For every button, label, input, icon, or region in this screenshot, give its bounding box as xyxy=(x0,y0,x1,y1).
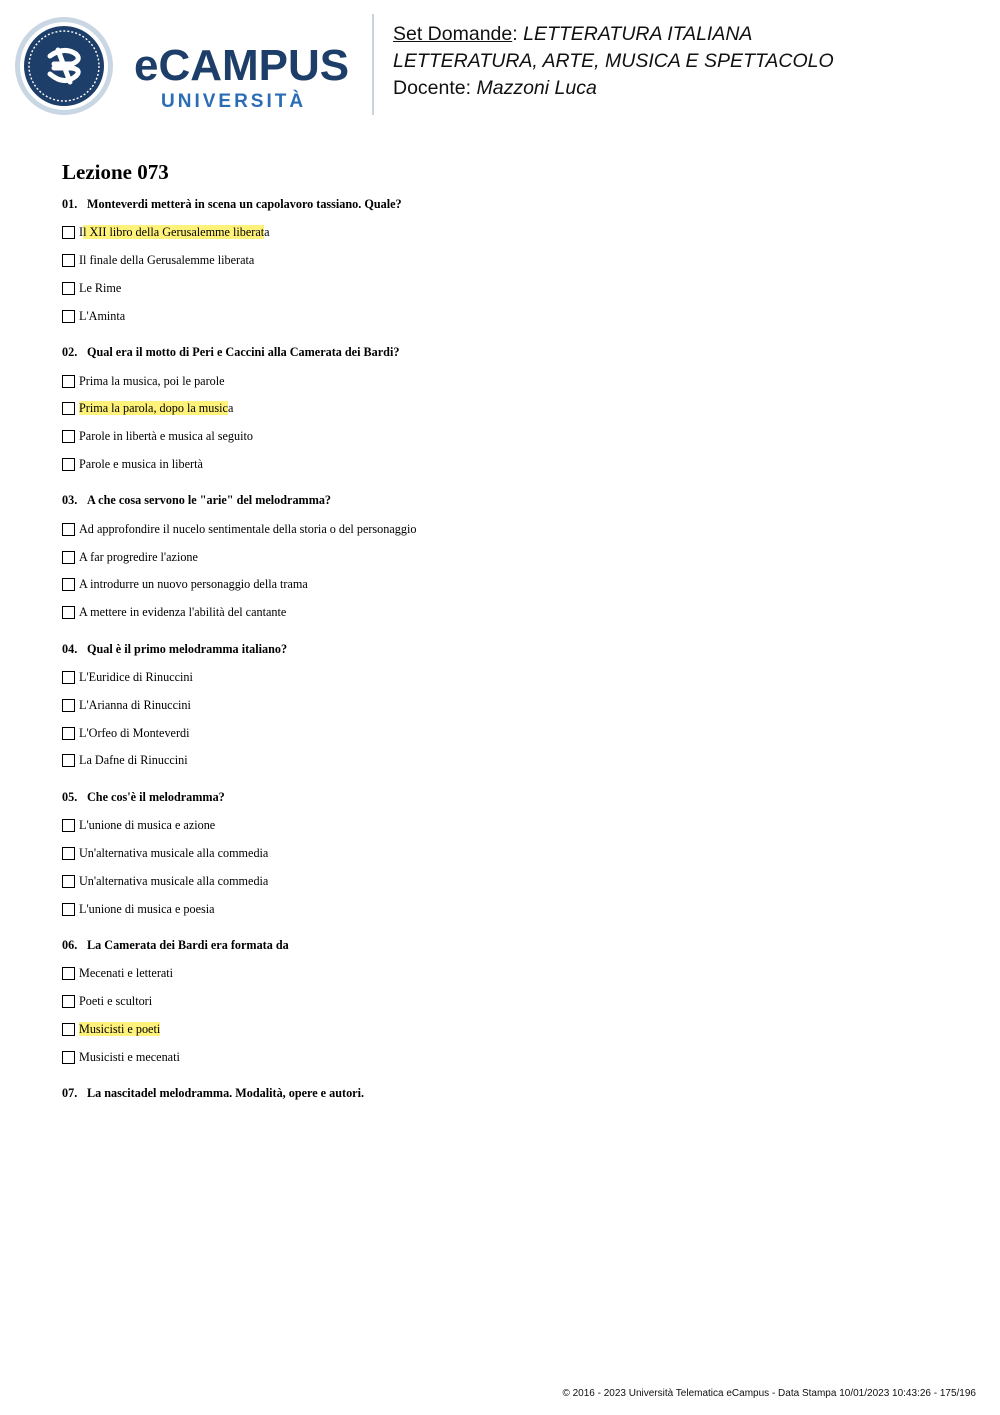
answer-option[interactable] xyxy=(62,664,942,692)
answer-checkbox[interactable] xyxy=(62,903,75,916)
answer-label xyxy=(79,401,233,416)
ecampus-logo xyxy=(14,16,359,116)
answer-text-pre: Prima la musica, poi le parole xyxy=(79,373,225,388)
answer-text-pre: La Dafne di Rinuccini xyxy=(79,753,188,768)
set-label: Set Domande xyxy=(393,23,513,45)
answer-option[interactable] xyxy=(62,812,942,840)
question-text: Qual è il primo melodramma italiano? xyxy=(87,641,288,656)
answer-text-pre: Poeti e scultori xyxy=(79,994,153,1009)
answer-text-pre: L'Euridice di Rinuccini xyxy=(79,669,193,684)
answer-option[interactable] xyxy=(62,867,942,895)
subject-line2-row xyxy=(393,48,834,75)
answer-option[interactable] xyxy=(62,247,942,275)
answer-label xyxy=(79,670,193,685)
question-text: Monteverdi metterà in scena un capolavoro tassiano. Quale? xyxy=(87,197,402,211)
question-text: A che cosa servono le "arie" del melodramma? xyxy=(87,493,332,508)
answer-checkbox[interactable] xyxy=(62,847,75,860)
logo-text-sub: UNIVERSITÀ xyxy=(161,91,307,112)
answer-option[interactable] xyxy=(62,395,942,423)
question-text: La Camerata dei Bardi era formata da xyxy=(87,937,289,952)
page-footer: © 2016 - 2023 Università Telematica eCampus - Data Stampa 10/01/2023 10:43:26 - 175/196 xyxy=(562,1388,976,1399)
answer-label xyxy=(79,698,191,713)
answer-text-pre: Parole in libertà e musica al seguito xyxy=(79,429,253,444)
question-title xyxy=(62,490,942,511)
question-number: 07. xyxy=(62,1086,78,1101)
answer-option[interactable] xyxy=(62,275,942,303)
answer-label xyxy=(79,550,198,565)
answer-checkbox[interactable] xyxy=(62,699,75,712)
question-title xyxy=(62,194,942,215)
answer-label xyxy=(79,874,268,889)
answer-label xyxy=(79,605,286,620)
question-list xyxy=(62,194,942,1104)
question-number: 06. xyxy=(62,937,78,952)
answer-text-pre: L'Arianna di Rinuccini xyxy=(79,697,191,712)
answer-text-pre: A mettere in evidenza l'abilità del cantante xyxy=(79,605,287,620)
answer-option[interactable] xyxy=(62,747,942,775)
answer-highlight: Musicisti e poeti xyxy=(79,1021,161,1036)
answer-checkbox[interactable] xyxy=(62,430,75,443)
answer-option[interactable] xyxy=(62,423,942,451)
answer-option[interactable] xyxy=(62,515,942,543)
answer-text-pre: Musicisti e mecenati xyxy=(79,1049,180,1064)
question-number: 05. xyxy=(62,789,78,804)
answer-option[interactable] xyxy=(62,571,942,599)
answer-option[interactable] xyxy=(62,988,942,1016)
answer-option[interactable] xyxy=(62,1043,942,1071)
header-info xyxy=(393,21,834,102)
answer-checkbox[interactable] xyxy=(62,1051,75,1064)
set-line: Set Domande: LETTERATURA ITALIANA xyxy=(393,23,753,45)
question-title xyxy=(62,787,942,808)
question-item xyxy=(62,194,942,330)
answer-option[interactable] xyxy=(62,219,942,247)
teacher-name: Mazzoni Luca xyxy=(476,77,597,99)
question-title xyxy=(62,1083,942,1104)
logo-text-main: eCAMPUS xyxy=(134,41,350,90)
answer-label xyxy=(79,225,270,240)
answer-checkbox[interactable] xyxy=(62,671,75,684)
answer-option[interactable] xyxy=(62,599,942,627)
answer-checkbox[interactable] xyxy=(62,727,75,740)
answer-checkbox[interactable] xyxy=(62,310,75,323)
answer-option[interactable] xyxy=(62,302,942,330)
answer-option[interactable] xyxy=(62,960,942,988)
answer-text-pre: Ad approfondire il nucelo sentimentale della storia o del personaggio xyxy=(79,521,417,536)
answer-text-post: a xyxy=(264,225,270,240)
answer-checkbox[interactable] xyxy=(62,754,75,767)
answer-label xyxy=(79,902,215,917)
answer-option[interactable] xyxy=(62,895,942,923)
answer-checkbox[interactable] xyxy=(62,375,75,388)
answer-label xyxy=(79,1050,180,1065)
answer-checkbox[interactable] xyxy=(62,995,75,1008)
answer-label xyxy=(79,457,203,472)
answer-checkbox[interactable] xyxy=(62,458,75,471)
question-text: Che cos'è il melodramma? xyxy=(87,789,225,804)
answer-text-pre: L'Orfeo di Monteverdi xyxy=(79,725,190,740)
answer-checkbox[interactable] xyxy=(62,578,75,591)
question-item xyxy=(62,1083,942,1104)
answer-option[interactable] xyxy=(62,691,942,719)
answer-label xyxy=(79,253,254,268)
answer-text-pre: L'unione di musica e poesia xyxy=(79,901,215,916)
question-text: La nascitadel melodramma. Modalità, opere e autori. xyxy=(87,1086,365,1101)
answer-option[interactable] xyxy=(62,451,942,479)
answer-option[interactable] xyxy=(62,840,942,868)
teacher-line: Docente: Mazzoni Luca xyxy=(393,77,597,99)
answer-checkbox[interactable] xyxy=(62,606,75,619)
question-number: 01. xyxy=(62,197,78,211)
answer-checkbox[interactable] xyxy=(62,819,75,832)
answer-label xyxy=(79,753,188,768)
answer-label xyxy=(79,429,253,444)
subject-line2: LETTERATURA, ARTE, MUSICA E SPETTACOLO xyxy=(393,50,834,72)
answer-text-pre: Parole e musica in libertà xyxy=(79,456,203,471)
header-divider xyxy=(372,14,374,115)
answer-option[interactable] xyxy=(62,543,942,571)
lesson-title: Lezione 073 xyxy=(62,160,169,184)
question-title xyxy=(62,342,942,363)
question-item xyxy=(62,490,942,626)
answer-label xyxy=(79,846,268,861)
answer-text-pre: I xyxy=(79,225,84,240)
answer-label xyxy=(79,577,308,592)
answer-text-pre: Un'alternativa musicale alla commedia xyxy=(79,873,269,888)
question-item xyxy=(62,935,942,1071)
answer-label xyxy=(79,818,215,833)
question-number: 02. xyxy=(62,345,78,360)
answer-checkbox[interactable] xyxy=(62,226,75,239)
question-item xyxy=(62,342,942,478)
answer-option[interactable] xyxy=(62,719,942,747)
answer-option[interactable] xyxy=(62,367,942,395)
answer-text-pre: L'unione di musica e azione xyxy=(79,818,216,833)
teacher-label: Docente xyxy=(393,77,466,99)
answer-highlight: Prima la parola, dopo la music xyxy=(79,401,228,416)
answer-text-post: a xyxy=(227,401,234,416)
answer-highlight: l XII libro della Gerusalemme liberat xyxy=(83,225,265,240)
answer-text-pre: A far progredire l'azione xyxy=(79,549,198,564)
answer-checkbox[interactable] xyxy=(62,1023,75,1036)
answer-checkbox[interactable] xyxy=(62,551,75,564)
answer-checkbox[interactable] xyxy=(62,282,75,295)
page-header xyxy=(0,0,1000,130)
question-title xyxy=(62,639,942,660)
answer-text-pre: Il finale della Gerusalemme liberata xyxy=(79,253,255,268)
answer-text-pre: Mecenati e letterati xyxy=(79,966,174,981)
question-number: 04. xyxy=(62,641,78,656)
subject-line1: LETTERATURA ITALIANA xyxy=(523,23,753,45)
answer-label xyxy=(79,994,152,1009)
answer-option[interactable] xyxy=(62,1016,942,1044)
answer-label xyxy=(79,726,190,741)
answer-text-pre: Le Rime xyxy=(79,280,122,295)
answer-checkbox[interactable] xyxy=(62,875,75,888)
question-title xyxy=(62,935,942,956)
answer-checkbox[interactable] xyxy=(62,402,75,415)
answer-label xyxy=(79,1022,160,1037)
answer-label xyxy=(79,374,225,389)
question-item xyxy=(62,787,942,923)
question-number: 03. xyxy=(62,493,78,508)
answer-text-pre: A introdurre un nuovo personaggio della trama xyxy=(79,577,308,592)
answer-checkbox[interactable] xyxy=(62,254,75,267)
answer-label xyxy=(79,309,125,324)
question-text: Qual era il motto di Peri e Caccini alla Camerata dei Bardi? xyxy=(87,345,400,360)
question-item xyxy=(62,639,942,775)
answer-text-pre: Un'alternativa musicale alla commedia xyxy=(79,845,269,860)
answer-label xyxy=(79,966,173,981)
answer-checkbox[interactable] xyxy=(62,523,75,536)
answer-label xyxy=(79,522,416,537)
answer-text-pre: L'Aminta xyxy=(79,308,126,323)
answer-label xyxy=(79,281,121,296)
answer-checkbox[interactable] xyxy=(62,967,75,980)
